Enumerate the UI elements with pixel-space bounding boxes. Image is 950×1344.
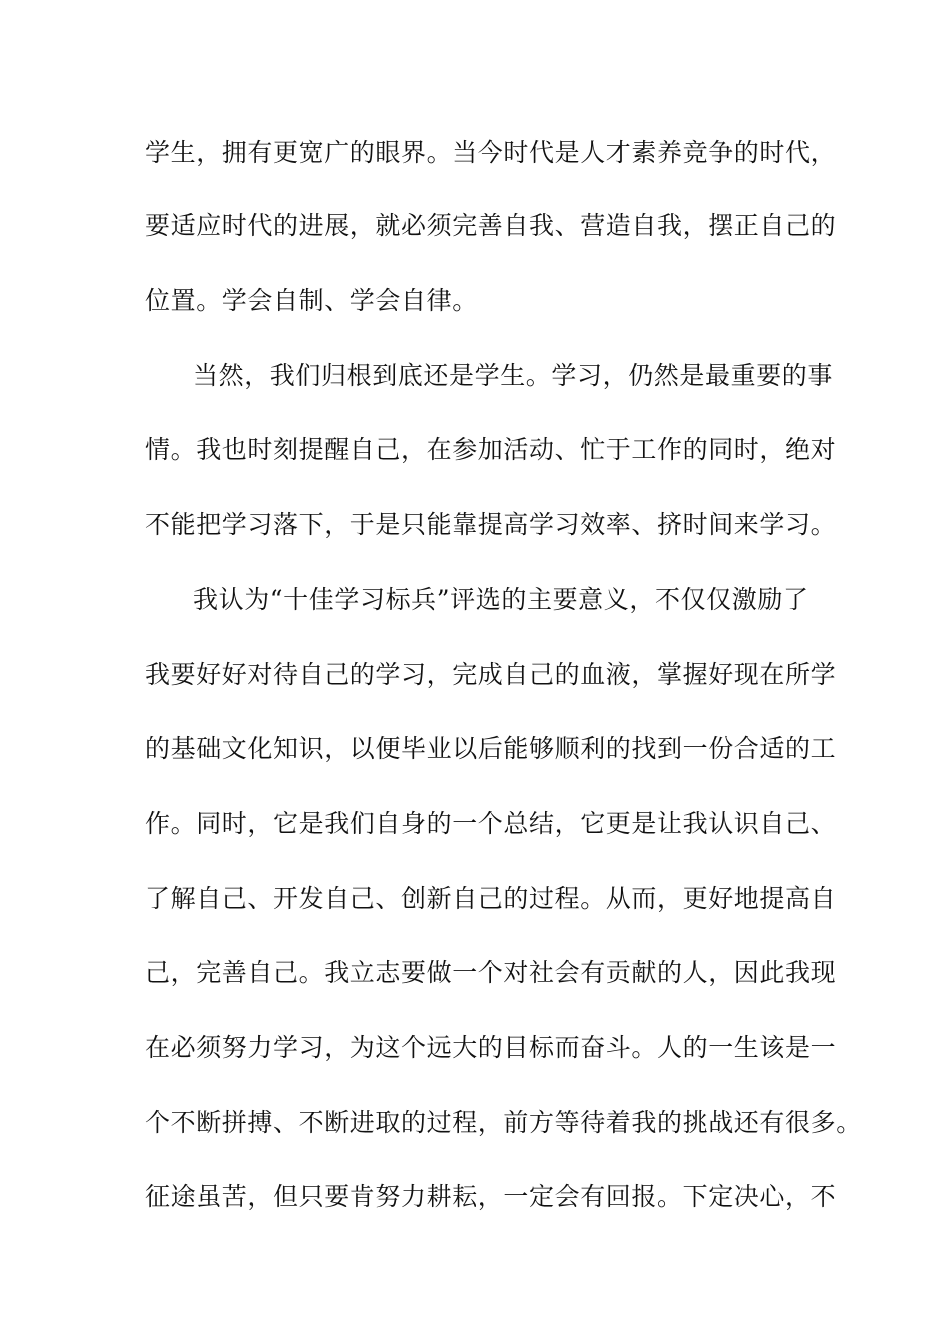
text-line-13: 在必须努力学习，为这个远大的目标而奋斗。人的一生该是一 [145, 1033, 837, 1062]
text-line-8: 我要好好对待自己的学习，完成自己的血液，掌握好现在所学 [145, 660, 837, 689]
text-line-15: 征途虽苦，但只要肯努力耕耘，一定会有回报。下定决心，不 [145, 1182, 837, 1211]
text-line-5: 情。我也时刻提醒自己，在参加活动、忙于工作的同时，绝对 [145, 435, 837, 464]
text-line-4: 当然，我们归根到底还是学生。学习，仍然是最重要的事 [193, 361, 834, 390]
text-line-3: 位置。学会自制、学会自律。 [145, 286, 478, 315]
text-line-9: 的基础文化知识，以便毕业以后能够顺利的找到一份合适的工 [145, 734, 837, 763]
text-line-1: 学生，拥有更宽广的眼界。当今时代是人才素养竞争的时代， [145, 138, 837, 167]
text-line-10: 作。同时，它是我们自身的一个总结，它更是让我认识自己、 [145, 809, 837, 838]
text-line-12: 己，完善自己。我立志要做一个对社会有贡献的人，因此我现 [145, 958, 837, 987]
text-line-2: 要适应时代的进展，就必须完善自我、营造自我，摆正自己的 [145, 211, 837, 240]
text-line-7: 我认为“十佳学习标兵”评选的主要意义，不仅仅激励了 [193, 585, 809, 614]
text-line-11: 了解自己、开发自己、创新自己的过程。从而，更好地提高自 [145, 884, 837, 913]
text-line-6: 不能把学习落下，于是只能靠提高学习效率、挤时间来学习。 [145, 510, 837, 539]
text-line-14: 个不断拼搏、不断进取的过程，前方等待着我的挑战还有很多。 [145, 1108, 862, 1137]
